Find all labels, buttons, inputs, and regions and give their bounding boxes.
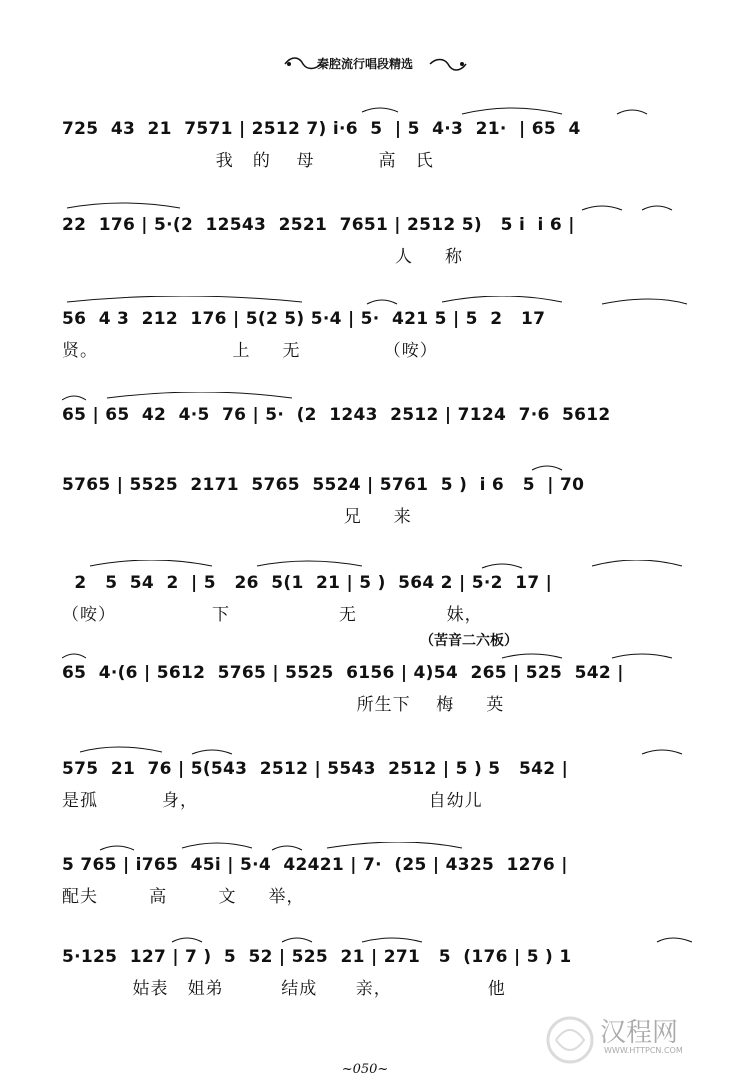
jianpu-notes: 22 176 | 5·(2 12543 2521 7651 | 2512 5) 5 i i 6 | [62,215,575,235]
jianpu-notes: 56 4 3 212 176 | 5(2 5) 5·4 | 5· 421 5 | 5 2 17 [62,309,546,329]
section-annotation: （苦音二六板） [420,633,518,649]
header-title: 秦腔流行唱段精选 [316,57,413,71]
notation-line-2 [62,202,694,267]
lyrics-text: 配夫 高 文 举， [62,887,305,907]
notation-line-8 [62,746,694,811]
right-ornament-icon [428,56,468,72]
left-ornament-icon [283,56,323,72]
lyrics-text: 所生下 梅 英 [62,695,505,715]
notation-line-3 [62,296,694,361]
lyrics-text: 姑表 姐弟 结成 亲， 他 [62,979,506,999]
jianpu-notes: 2 5 54 2 | 5 26 5(1 21 | 5 ) 564 2 | 5·2 17 | [62,573,553,593]
lyrics-text: 是孤 身， 自幼儿 [62,791,483,811]
page-number: ~050~ [341,1062,389,1077]
notation-line-7 [62,650,694,715]
lyrics-text: 兄 来 [62,507,412,527]
notation-line-6 [62,560,694,625]
jianpu-notes: 575 21 76 | 5(543 2512 | 5543 2512 | 5 ) 5 542 | [62,759,569,779]
jianpu-notes: 65 | 65 42 4·5 76 | 5· (2 1243 2512 | 7124 7·6 5612 [62,405,611,425]
lyrics-text: 我 的 母 高 氏 [62,151,434,171]
jianpu-notes: 5 765 | i765 45i | 5·4 42421 | 7· (25 | 4325 1276 | [62,855,568,875]
jianpu-notes: 65 4·(6 | 5612 5765 | 5525 6156 | 4)54 265 | 525 542 | [62,663,624,683]
watermark-url: WWW.HTTPCN.COM [604,1046,683,1055]
page-header [0,52,730,76]
notation-line-4 [62,392,694,432]
lyrics-text: 贤。 上 无 （咹） [62,341,438,361]
notation-line-9 [62,842,694,907]
lyrics-text: 人 称 [62,247,464,267]
notation-line-1 [62,106,694,171]
jianpu-notes: 725 43 21 7571 | 2512 7) i·6 5 | 5 4·3 21· | 65 4 [62,119,581,139]
watermark-text: 汉程网 [600,1018,679,1048]
lyrics-text: （咹） 下 无 妹， [62,605,483,625]
jianpu-notes: 5765 | 5525 2171 5765 5524 | 5761 5 ) i 6 5 | 70 [62,475,585,495]
jianpu-notes: 5·125 127 | 7 ) 5 52 | 525 21 | 271 5 (176 | 5 ) 1 [62,947,572,967]
notation-line-5 [62,462,694,527]
notation-line-10 [62,934,694,999]
